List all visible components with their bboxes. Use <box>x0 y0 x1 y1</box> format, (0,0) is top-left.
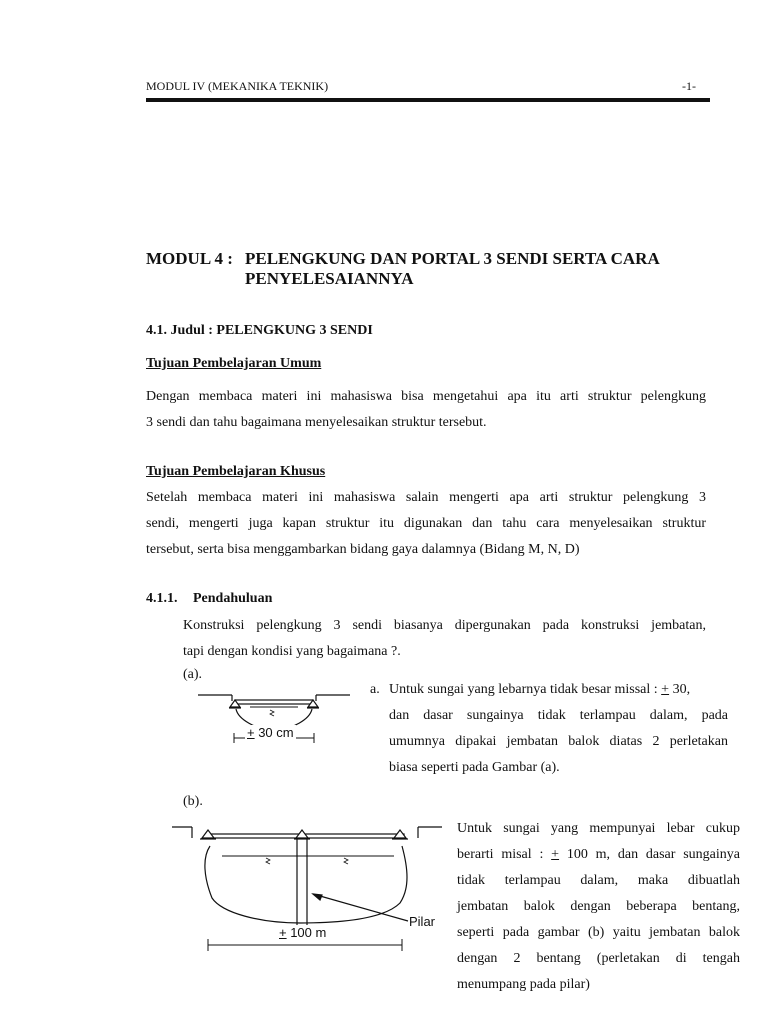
module-title-line2: PENYELESAIANNYA <box>245 269 414 288</box>
module-title-line1: PELENGKUNG DAN PORTAL 3 SENDI SERTA CARA <box>245 249 660 268</box>
tpk-line3: tersebut, serta bisa menggambarkan bidang gaya dalamnya (Bidang M, N, D) <box>146 542 580 557</box>
fig-a-line4: biasa seperti pada Gambar (a). <box>389 760 560 775</box>
water-symbol-left <box>266 858 270 864</box>
fig-b-line7: menumpang pada pilar) <box>457 977 590 992</box>
beam <box>235 700 313 704</box>
header-rule <box>146 98 710 102</box>
tpk-heading: Tujuan Pembelajaran Khusus <box>146 464 326 479</box>
fig-a-line1: Untuk sungai yang lebarnya tidak besar missal : + 30, <box>389 682 691 697</box>
intro-line1: Konstruksi pelengkung 3 sendi biasanya dipergunakan pada konstruksi jembatan, <box>183 618 706 633</box>
fig-a-span-label: + 30 cm <box>247 725 294 740</box>
page-number: -1- <box>682 79 696 93</box>
module-title-prefix: MODUL 4 : <box>146 249 233 268</box>
fig-b-line4: jembatan balok dengan beberapa bentang, <box>457 899 740 914</box>
pilar-label: Pilar <box>409 914 436 929</box>
tpu-heading: Tujuan Pembelajaran Umum <box>146 356 322 371</box>
tpu-line2: 3 sendi dan tahu bagaimana menyelesaikan struktur tersebut. <box>146 415 487 430</box>
tpk-line2: sendi, mengerti juga kapan struktur itu digunakan dan tahu cara menyelesaikan struktur <box>146 516 706 531</box>
section-title: 4.1. Judul : PELENGKUNG 3 SENDI <box>146 323 373 338</box>
fig-a-bullet: a. <box>370 682 380 697</box>
fig-a-label: (a). <box>183 667 203 682</box>
intro-title: Pendahuluan <box>193 591 273 606</box>
fig-b-line2: berarti misal : + 100 m, dan dasar sungainya <box>457 847 740 862</box>
figure-b-two-span-bridge <box>170 818 450 968</box>
fig-b-line5: seperti pada gambar (b) yaitu jembatan balok <box>457 925 740 940</box>
intro-line2: tapi dengan kondisi yang bagaimana ?. <box>183 644 401 659</box>
tpk-line1: Setelah membaca materi ini mahasiswa salain mengerti apa arti struktur pelengkung 3 <box>146 490 706 505</box>
running-header: MODUL IV (MEKANIKA TEKNIK) <box>146 79 329 93</box>
fig-a-line2: dan dasar sungainya tidak terlampau dalam, pada <box>389 708 728 723</box>
river-bed <box>205 846 407 923</box>
fig-b-line6: dengan 2 bentang (perletakan di tengah <box>457 951 740 966</box>
water-symbol <box>270 710 274 716</box>
tpu-line1: Dengan membaca materi ini mahasiswa bisa mengetahui apa itu arti struktur pelengkung <box>146 389 706 404</box>
fig-a-line3: umumnya dipakai jembatan balok diatas 2 perletakan <box>389 734 728 749</box>
fig-b-line3: tidak terlampau dalam, maka dibuatlah <box>457 873 740 888</box>
intro-number: 4.1.1. <box>146 591 178 606</box>
fig-b-line1: Untuk sungai yang mempunyai lebar cukup <box>457 821 740 836</box>
dimension-line-b <box>208 939 402 951</box>
fig-b-span-label: + 100 m <box>279 925 327 940</box>
water-symbol-right <box>344 858 348 864</box>
fig-b-label: (b). <box>183 794 203 809</box>
